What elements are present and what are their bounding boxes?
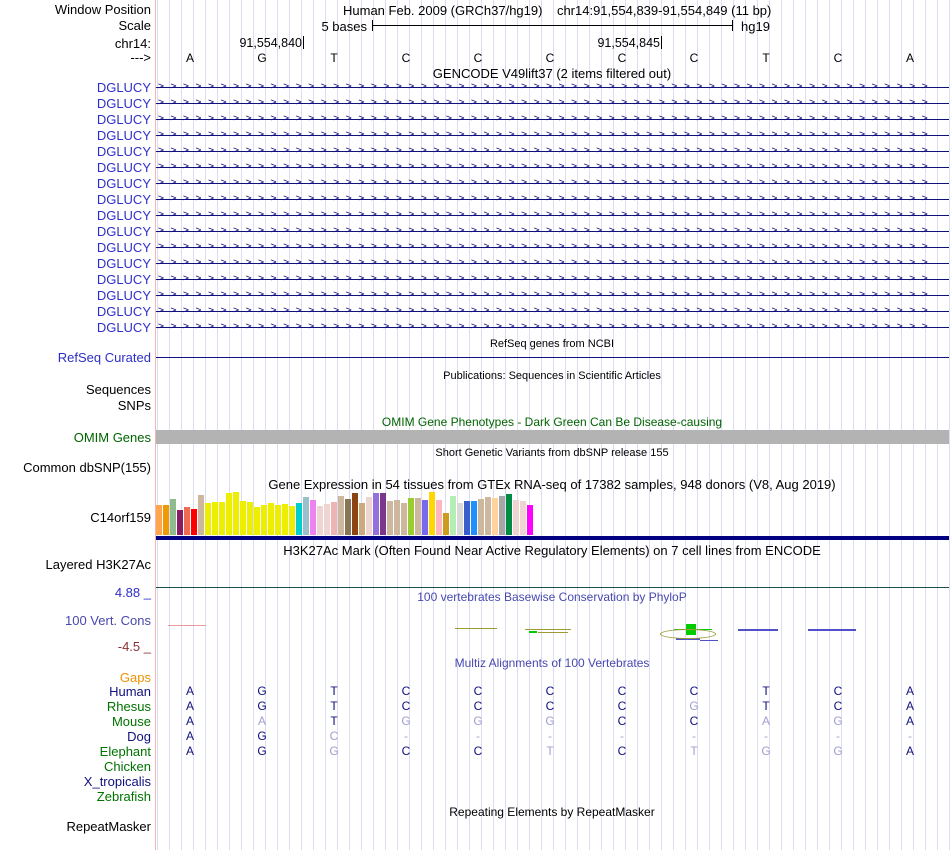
omim-gene-bar[interactable]: [156, 430, 949, 444]
gtex-tissue-bar[interactable]: [401, 503, 407, 535]
gtex-tissue-bar[interactable]: [478, 499, 484, 535]
phylop-mark: [455, 628, 497, 629]
gtex-tissue-bar[interactable]: [156, 505, 162, 535]
gencode-transcript-row[interactable]: [156, 82, 949, 93]
gtex-tissue-bar[interactable]: [205, 503, 211, 535]
reference-base: C: [833, 51, 843, 65]
gtex-tissue-bar[interactable]: [226, 493, 232, 535]
gtex-tissue-bar[interactable]: [254, 507, 260, 535]
phylop-mark: [529, 631, 537, 633]
phylop-mark: [168, 625, 206, 626]
alignment-base: A: [905, 699, 915, 713]
alignment-base: C: [689, 684, 699, 698]
alignment-base: A: [905, 714, 915, 728]
strand-arrowheads: >>>>>>>>>>>>>>>>>>>>>>>>>>>>>>>>>>>>>>>>>>>>>>>>>>>>>>>>>>>>>>: [158, 258, 935, 268]
alignment-base: G: [833, 714, 843, 728]
alignment-base: A: [185, 699, 195, 713]
phylop-mark: [525, 629, 571, 630]
gtex-tissue-bar[interactable]: [317, 506, 323, 535]
alignment-base: T: [330, 714, 338, 728]
scale-bar-left-tick: [372, 20, 373, 31]
assembly-tag: hg19: [741, 19, 770, 34]
track-title-gtex[interactable]: Gene Expression in 54 tissues from GTEx RNA-seq of 17382 samples, 948 donors (V8, Aug 2019): [268, 477, 836, 492]
alignment-base: A: [185, 744, 195, 758]
gtex-tissue-bar[interactable]: [198, 495, 204, 535]
gtex-tissue-bar[interactable]: [373, 493, 379, 535]
strand-arrowheads: >>>>>>>>>>>>>>>>>>>>>>>>>>>>>>>>>>>>>>>>>>>>>>>>>>>>>>>>>>>>>>: [158, 242, 935, 252]
scale-value: 5 bases: [321, 19, 367, 34]
gtex-tissue-bar[interactable]: [464, 501, 470, 535]
gencode-transcript-row[interactable]: [156, 114, 949, 125]
track-title-publications[interactable]: Publications: Sequences in Scientific Articles: [443, 370, 661, 382]
gtex-tissue-bar[interactable]: [212, 502, 218, 535]
multiz-species-label[interactable]: Rhesus: [106, 699, 151, 714]
track-label-gtex-gene[interactable]: C14orf159: [90, 510, 151, 525]
alignment-base: T: [762, 684, 770, 698]
alignment-base: C: [689, 714, 699, 728]
gencode-item-label[interactable]: DGLUCY: [96, 128, 151, 143]
gtex-tissue-bar[interactable]: [366, 497, 372, 535]
gencode-item-label[interactable]: DGLUCY: [96, 192, 151, 207]
reference-base: C: [617, 51, 627, 65]
alignment-base: C: [545, 684, 555, 698]
multiz-species-label[interactable]: Elephant: [99, 744, 151, 759]
track-label-sequences[interactable]: Sequences: [85, 382, 151, 397]
scale-label: Scale: [118, 18, 151, 33]
gtex-tissue-bar[interactable]: [422, 500, 428, 535]
strand-arrowheads: >>>>>>>>>>>>>>>>>>>>>>>>>>>>>>>>>>>>>>>>>>>>>>>>>>>>>>>>>>>>>>: [158, 114, 935, 124]
alignment-base: C: [617, 684, 627, 698]
gtex-tissue-bar[interactable]: [471, 501, 477, 535]
gtex-tissue-bar[interactable]: [303, 497, 309, 535]
alignment-base: G: [761, 744, 771, 758]
track-title-gencode[interactable]: GENCODE V49lift37 (2 items filtered out): [432, 66, 672, 81]
gtex-tissue-bar[interactable]: [359, 503, 365, 535]
gtex-tissue-bar[interactable]: [184, 507, 190, 535]
strand-arrowheads: >>>>>>>>>>>>>>>>>>>>>>>>>>>>>>>>>>>>>>>>>>>>>>>>>>>>>>>>>>>>>>: [158, 290, 935, 300]
gtex-tissue-bar[interactable]: [513, 500, 519, 535]
strand-arrowheads: >>>>>>>>>>>>>>>>>>>>>>>>>>>>>>>>>>>>>>>>>>>>>>>>>>>>>>>>>>>>>>: [158, 274, 935, 284]
phylop-mark: [808, 629, 856, 631]
gtex-tissue-bar[interactable]: [520, 501, 526, 535]
gtex-tissue-bar[interactable]: [219, 502, 225, 535]
gencode-item-label[interactable]: DGLUCY: [96, 256, 151, 271]
strand-arrowheads: >>>>>>>>>>>>>>>>>>>>>>>>>>>>>>>>>>>>>>>>>>>>>>>>>>>>>>>>>>>>>>: [158, 226, 935, 236]
strand-arrowheads: >>>>>>>>>>>>>>>>>>>>>>>>>>>>>>>>>>>>>>>>>>>>>>>>>>>>>>>>>>>>>>: [158, 194, 935, 204]
gtex-tissue-bar[interactable]: [261, 505, 267, 535]
ruler-tick-label: 91,554,840: [239, 36, 302, 50]
gtex-tissue-bar[interactable]: [163, 505, 169, 535]
phylop-min-value: -4.5 _: [117, 639, 151, 654]
alignment-base: C: [473, 699, 483, 713]
alignment-base: G: [401, 714, 411, 728]
h3k27ac-baseline: [156, 587, 949, 588]
gencode-transcript-row[interactable]: [156, 274, 949, 285]
reference-base: C: [689, 51, 699, 65]
gtex-gene-model-line[interactable]: [156, 536, 949, 540]
alignment-base: T: [330, 699, 338, 713]
alignment-base: -: [908, 729, 912, 743]
track-label-snps[interactable]: SNPs: [117, 398, 151, 413]
alignment-base: G: [545, 714, 555, 728]
alignment-base: G: [473, 714, 483, 728]
alignment-base: G: [833, 744, 843, 758]
gencode-transcript-row[interactable]: [156, 98, 949, 109]
gencode-transcript-row[interactable]: [156, 178, 949, 189]
phylop-max-value: 4.88 _: [114, 585, 151, 600]
gtex-tissue-bar[interactable]: [240, 501, 246, 535]
track-title-multiz[interactable]: Multiz Alignments of 100 Vertebrates: [454, 656, 650, 670]
alignment-base: -: [476, 729, 480, 743]
alignment-base: C: [545, 699, 555, 713]
alignment-base: C: [617, 714, 627, 728]
gencode-item-label[interactable]: DGLUCY: [96, 320, 151, 335]
gtex-tissue-bar[interactable]: [443, 513, 449, 535]
alignment-base: C: [473, 744, 483, 758]
alignment-base: T: [690, 744, 698, 758]
gtex-tissue-bar[interactable]: [492, 498, 498, 535]
gtex-tissue-bar[interactable]: [485, 497, 491, 535]
strand-arrowheads: >>>>>>>>>>>>>>>>>>>>>>>>>>>>>>>>>>>>>>>>>>>>>>>>>>>>>>>>>>>>>>: [158, 98, 935, 108]
gtex-tissue-bar[interactable]: [527, 505, 533, 535]
window-position-label: Window Position: [54, 2, 151, 17]
gencode-transcript-row[interactable]: [156, 162, 949, 173]
multiz-species-label[interactable]: X_tropicalis: [83, 774, 151, 789]
strand-arrowheads: >>>>>>>>>>>>>>>>>>>>>>>>>>>>>>>>>>>>>>>>>>>>>>>>>>>>>>>>>>>>>>: [158, 162, 935, 172]
gencode-item-label[interactable]: DGLUCY: [96, 112, 151, 127]
gtex-tissue-bar[interactable]: [506, 494, 512, 535]
alignment-base: -: [764, 729, 768, 743]
gencode-item-label[interactable]: DGLUCY: [96, 224, 151, 239]
track-label-repeatmasker[interactable]: RepeatMasker: [66, 819, 151, 834]
gtex-tissue-bar[interactable]: [268, 503, 274, 535]
window-position-value: [343, 3, 771, 18]
track-label-common-dbsnp[interactable]: Common dbSNP(155): [23, 460, 151, 475]
refseq-gene-line[interactable]: [156, 357, 949, 358]
alignment-base: -: [404, 729, 408, 743]
phylop-mark: [738, 629, 778, 631]
track-title-omim[interactable]: OMIM Gene Phenotypes - Dark Green Can Be Disease-causing: [381, 415, 723, 429]
phylop-mark-ellipse: [660, 629, 716, 639]
scale-bar-right-tick: [732, 20, 733, 31]
alignment-base: G: [257, 744, 267, 758]
chrom-label: chr14:: [114, 36, 151, 51]
reference-base: A: [905, 51, 915, 65]
scale-bar: [372, 25, 733, 26]
alignment-base: T: [762, 699, 770, 713]
gtex-tissue-bar[interactable]: [352, 493, 358, 535]
alignment-base: G: [329, 744, 339, 758]
strand-direction-label: --->: [130, 50, 151, 65]
ruler-tick-mark: [303, 36, 304, 49]
alignment-base: A: [905, 744, 915, 758]
gencode-item-label[interactable]: DGLUCY: [96, 208, 151, 223]
track-title-repeatmasker[interactable]: Repeating Elements by RepeatMasker: [449, 805, 655, 819]
multiz-species-label[interactable]: Dog: [127, 729, 151, 744]
gencode-item-label[interactable]: DGLUCY: [96, 240, 151, 255]
gtex-tissue-bar[interactable]: [191, 509, 197, 535]
gencode-transcript-row[interactable]: [156, 146, 949, 157]
alignment-base: C: [833, 684, 843, 698]
gtex-tissue-bar[interactable]: [324, 504, 330, 535]
track-title-phylop[interactable]: 100 vertebrates Basewise Conservation by PhyloP: [417, 590, 687, 604]
strand-arrowheads: >>>>>>>>>>>>>>>>>>>>>>>>>>>>>>>>>>>>>>>>>>>>>>>>>>>>>>>>>>>>>>: [158, 210, 935, 220]
track-label-refseq-curated[interactable]: RefSeq Curated: [57, 350, 151, 365]
gtex-tissue-bar[interactable]: [429, 492, 435, 535]
gtex-tissue-bar[interactable]: [282, 504, 288, 535]
gtex-tissue-bar[interactable]: [387, 501, 393, 535]
gtex-tissue-bar[interactable]: [247, 502, 253, 535]
gtex-tissue-bar[interactable]: [233, 492, 239, 535]
strand-arrowheads: >>>>>>>>>>>>>>>>>>>>>>>>>>>>>>>>>>>>>>>>>>>>>>>>>>>>>>>>>>>>>>: [158, 178, 935, 188]
alignment-base: -: [620, 729, 624, 743]
phylop-mark: [700, 640, 718, 641]
track-label-layered-h3k27ac[interactable]: Layered H3K27Ac: [45, 557, 151, 572]
alignment-base: G: [257, 729, 267, 743]
gtex-tissue-bar[interactable]: [408, 498, 414, 535]
gtex-tissue-bar[interactable]: [499, 496, 505, 535]
multiz-species-label[interactable]: Zebrafish: [96, 789, 151, 804]
gtex-tissue-bar[interactable]: [331, 502, 337, 535]
gtex-tissue-bar[interactable]: [415, 498, 421, 535]
strand-arrowheads: >>>>>>>>>>>>>>>>>>>>>>>>>>>>>>>>>>>>>>>>>>>>>>>>>>>>>>>>>>>>>>: [158, 306, 935, 316]
reference-base: A: [185, 51, 195, 65]
reference-base: T: [762, 51, 770, 65]
alignment-base: T: [546, 744, 554, 758]
gencode-transcript-row[interactable]: [156, 130, 949, 141]
reference-base: C: [401, 51, 411, 65]
alignment-base: C: [401, 744, 411, 758]
alignment-base: G: [689, 699, 699, 713]
gencode-transcript-row[interactable]: [156, 322, 949, 333]
gtex-tissue-bar[interactable]: [345, 499, 351, 535]
gtex-tissue-bar[interactable]: [450, 496, 456, 535]
alignment-base: -: [692, 729, 696, 743]
gtex-tissue-bar[interactable]: [394, 500, 400, 535]
gtex-tissue-bar[interactable]: [177, 510, 183, 535]
alignment-base: A: [185, 729, 195, 743]
gencode-transcript-row[interactable]: [156, 226, 949, 237]
assembly-title: Human Feb. 2009 (GRCh37/hg19): [343, 3, 543, 18]
gencode-item-label[interactable]: DGLUCY: [96, 80, 151, 95]
gtex-tissue-bar[interactable]: [170, 499, 176, 535]
alignment-base: A: [257, 714, 267, 728]
ruler-tick-mark: [661, 36, 662, 49]
position-range: chr14:91,554,839-91,554,849 (11 bp): [556, 3, 772, 18]
track-title-refseq[interactable]: RefSeq genes from NCBI: [489, 338, 615, 350]
gtex-tissue-bar[interactable]: [289, 506, 295, 535]
multiz-species-label[interactable]: Human: [109, 684, 151, 699]
gtex-tissue-bar[interactable]: [296, 503, 302, 535]
gtex-tissue-bar[interactable]: [275, 505, 281, 535]
alignment-base: A: [185, 684, 195, 698]
alignment-base: -: [836, 729, 840, 743]
alignment-base: C: [833, 699, 843, 713]
track-label-omim-genes[interactable]: OMIM Genes: [73, 430, 151, 445]
gencode-item-label[interactable]: DGLUCY: [96, 304, 151, 319]
gencode-transcript-row[interactable]: [156, 306, 949, 317]
gencode-item-label[interactable]: DGLUCY: [96, 272, 151, 287]
strand-arrowheads: >>>>>>>>>>>>>>>>>>>>>>>>>>>>>>>>>>>>>>>>>>>>>>>>>>>>>>>>>>>>>>: [158, 82, 935, 92]
track-title-h3k27ac[interactable]: H3K27Ac Mark (Often Found Near Active Regulatory Elements) on 7 cell lines from ENCODE: [283, 543, 821, 558]
alignment-base: G: [257, 699, 267, 713]
multiz-species-label[interactable]: Gaps: [119, 670, 151, 685]
alignment-base: -: [548, 729, 552, 743]
gencode-transcript-row[interactable]: [156, 194, 949, 205]
gencode-item-label[interactable]: DGLUCY: [96, 96, 151, 111]
alignment-base: A: [761, 714, 771, 728]
gencode-transcript-row[interactable]: [156, 210, 949, 221]
alignment-base: C: [401, 699, 411, 713]
gencode-item-label[interactable]: DGLUCY: [96, 176, 151, 191]
alignment-base: A: [185, 714, 195, 728]
gtex-tissue-bar[interactable]: [457, 503, 463, 535]
gencode-transcript-row[interactable]: [156, 290, 949, 301]
multiz-species-label[interactable]: Chicken: [104, 759, 151, 774]
gencode-item-label[interactable]: DGLUCY: [96, 160, 151, 175]
alignment-base: G: [257, 684, 267, 698]
gtex-tissue-bar[interactable]: [338, 496, 344, 535]
gtex-tissue-bar[interactable]: [310, 500, 316, 535]
ruler-tick-label: 91,554,845: [597, 36, 660, 50]
alignment-base: C: [617, 699, 627, 713]
alignment-base: C: [401, 684, 411, 698]
multiz-species-label[interactable]: Mouse: [111, 714, 151, 729]
track-title-dbsnp[interactable]: Short Genetic Variants from dbSNP release 155: [435, 447, 669, 459]
gencode-transcript-row[interactable]: [156, 242, 949, 253]
reference-base: C: [473, 51, 483, 65]
strand-arrowheads: >>>>>>>>>>>>>>>>>>>>>>>>>>>>>>>>>>>>>>>>>>>>>>>>>>>>>>>>>>>>>>: [158, 146, 935, 156]
strand-arrowheads: >>>>>>>>>>>>>>>>>>>>>>>>>>>>>>>>>>>>>>>>>>>>>>>>>>>>>>>>>>>>>>: [158, 322, 935, 332]
track-label-100-vert-cons[interactable]: 100 Vert. Cons: [65, 613, 151, 628]
phylop-mark: [538, 632, 568, 633]
gencode-item-label[interactable]: DGLUCY: [96, 288, 151, 303]
strand-arrowheads: >>>>>>>>>>>>>>>>>>>>>>>>>>>>>>>>>>>>>>>>>>>>>>>>>>>>>>>>>>>>>>: [158, 130, 935, 140]
reference-base: G: [257, 51, 267, 65]
alignment-base: A: [905, 684, 915, 698]
reference-base: T: [330, 51, 338, 65]
alignment-base: C: [473, 684, 483, 698]
alignment-base: T: [330, 684, 338, 698]
reference-base: C: [545, 51, 555, 65]
gtex-tissue-bar[interactable]: [436, 500, 442, 535]
alignment-base: C: [329, 729, 339, 743]
gencode-item-label[interactable]: DGLUCY: [96, 144, 151, 159]
gencode-transcript-row[interactable]: [156, 258, 949, 269]
alignment-base: C: [617, 744, 627, 758]
gtex-tissue-bar[interactable]: [380, 493, 386, 535]
gtex-expression-bar-chart[interactable]: [156, 493, 949, 535]
